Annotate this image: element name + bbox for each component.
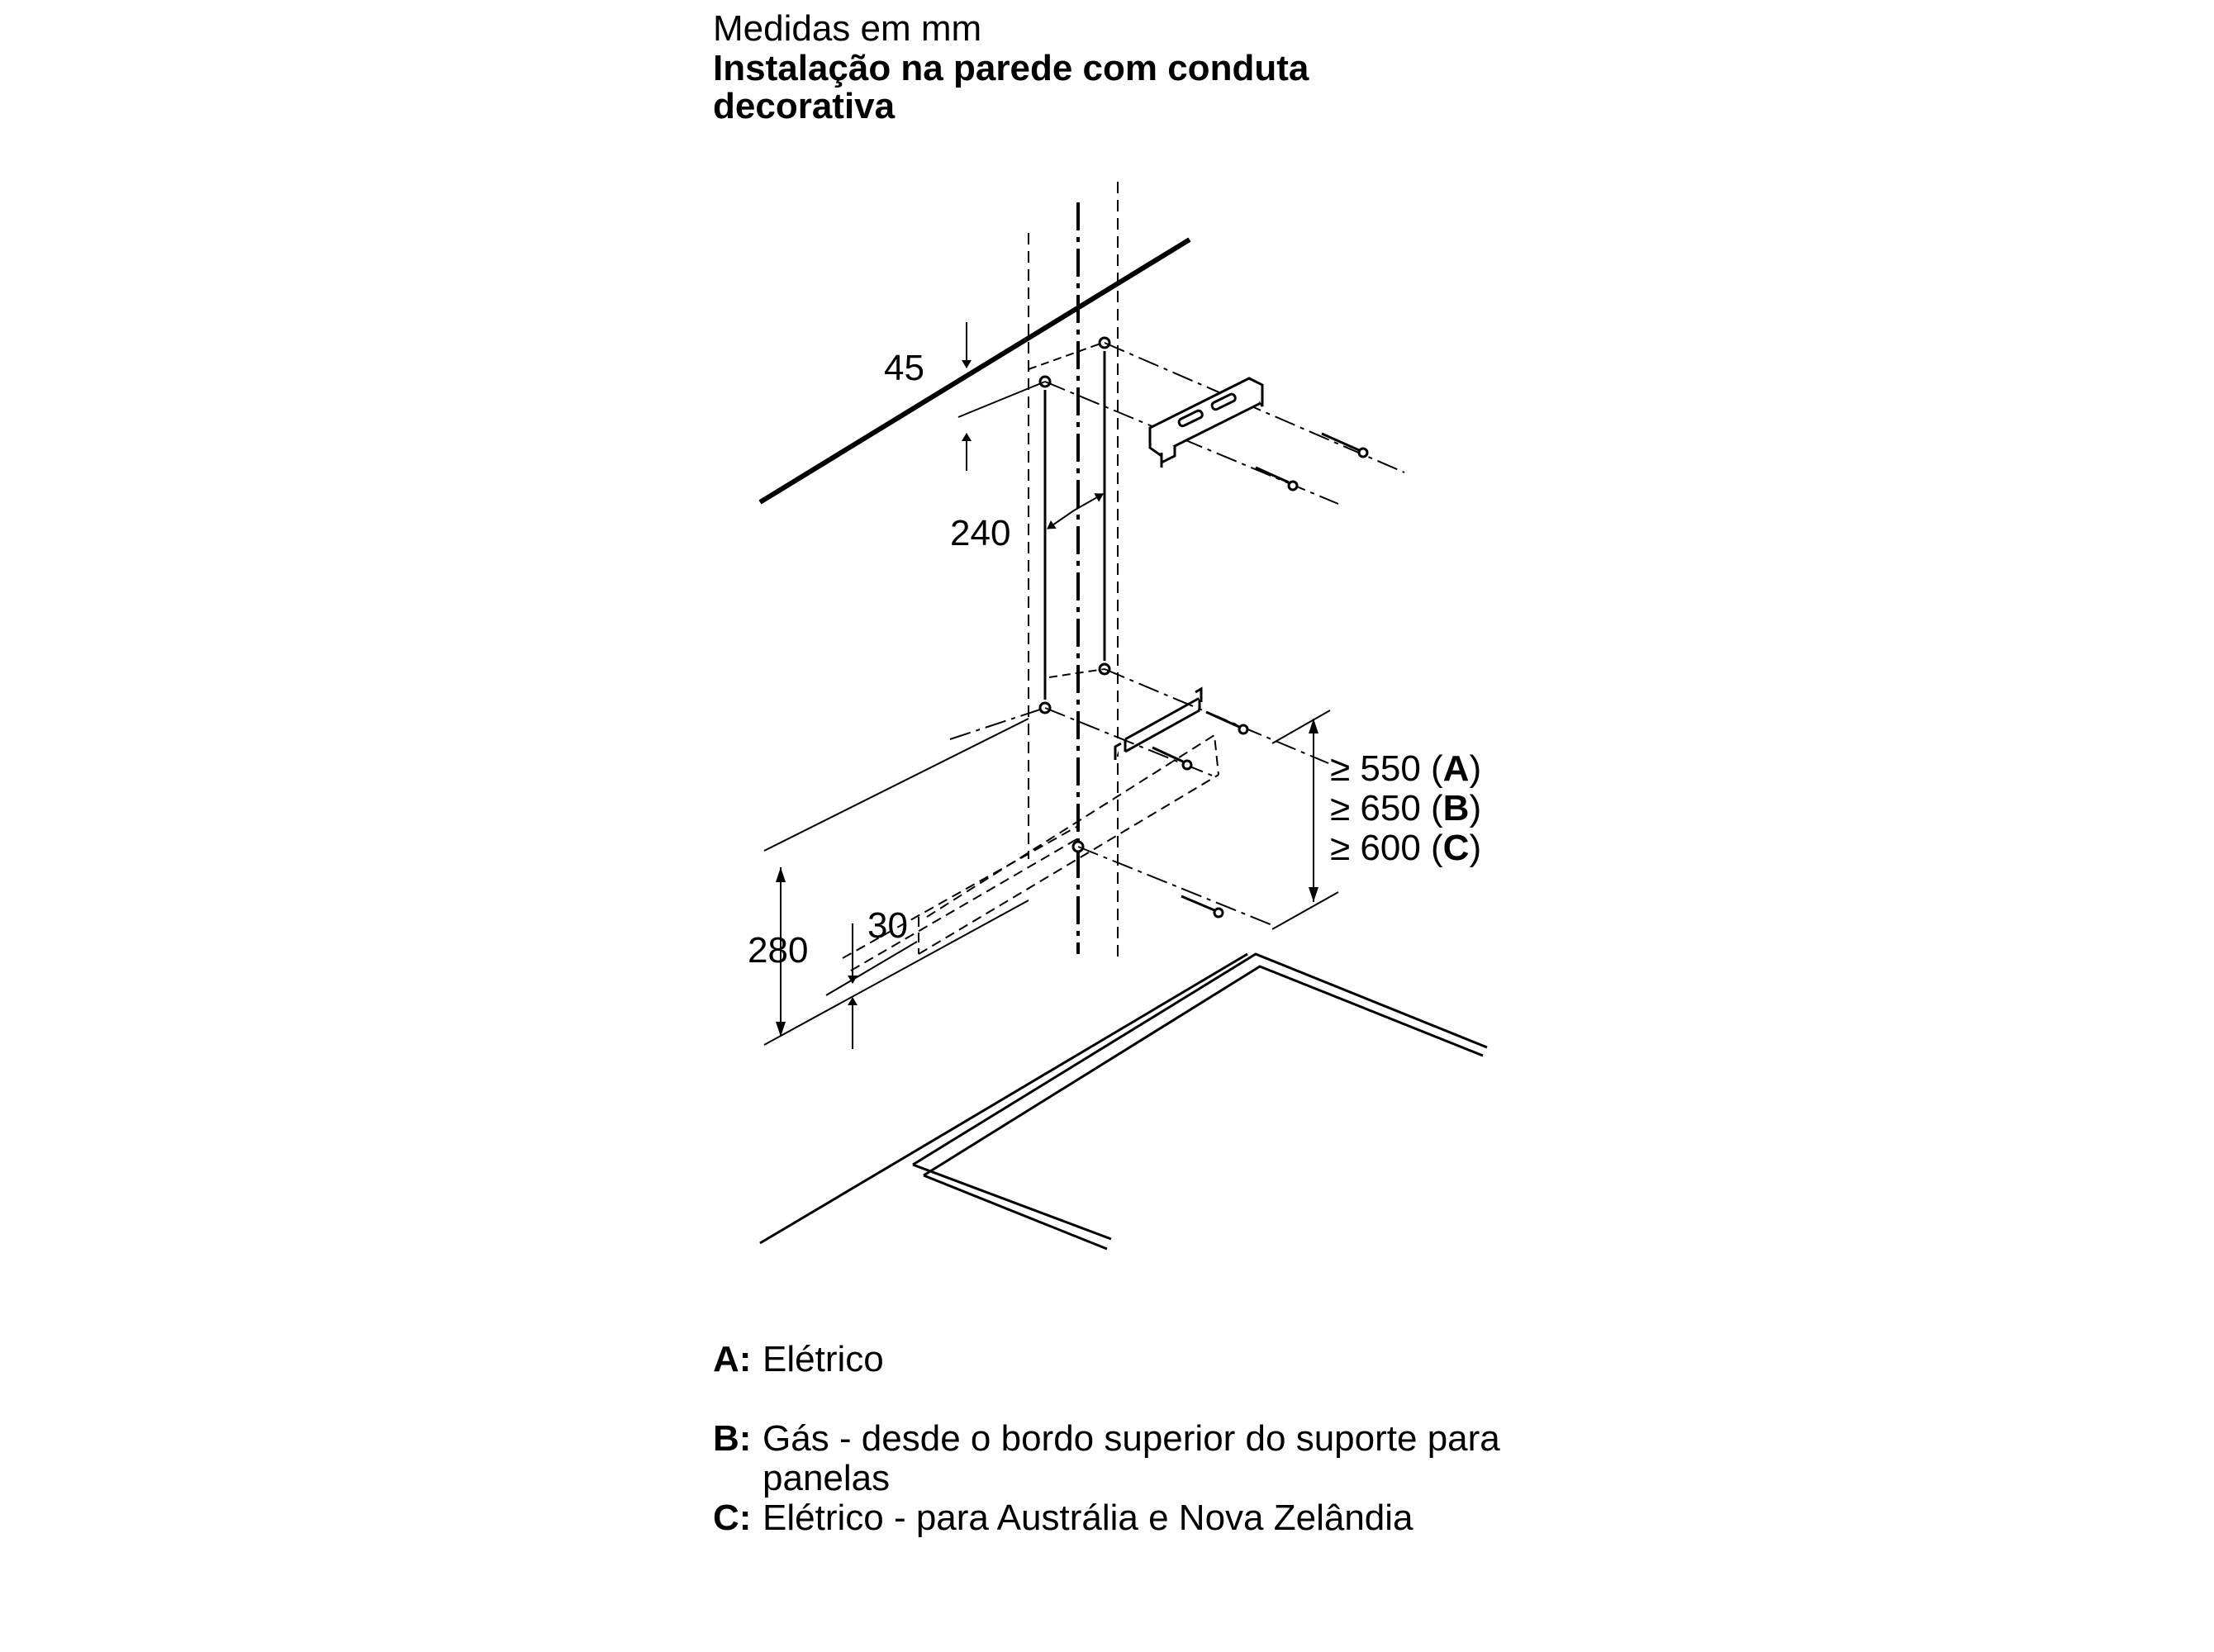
screw xyxy=(1152,712,1247,917)
legend-key: B: xyxy=(713,1418,752,1459)
legend-key: A: xyxy=(713,1339,752,1379)
top-mounting-bracket xyxy=(1150,378,1262,468)
ceiling-line xyxy=(760,240,1190,502)
req-c-label: ≥ 600 (C) xyxy=(1330,828,1482,868)
legend-text: Elétrico xyxy=(763,1339,884,1379)
req-b-label: ≥ 650 (B) xyxy=(1330,788,1482,828)
dim-240-arrow-left xyxy=(1048,510,1074,529)
dim-280-label: 280 xyxy=(748,930,809,971)
dim-240-label: 240 xyxy=(950,513,1011,553)
hood-top-edge-line xyxy=(764,719,1029,851)
diagram-title-line-2: decorativa xyxy=(713,86,896,126)
screw xyxy=(1256,434,1367,490)
dim-280-arrow-top xyxy=(776,867,786,882)
diagram-title-line-1: Instalação na parede com conduta xyxy=(713,48,1309,88)
dim-30-label: 30 xyxy=(867,905,908,946)
units-note: Medidas em mm xyxy=(713,8,982,49)
worktop-edge-line xyxy=(1272,892,1338,929)
cooktop xyxy=(760,954,1487,1249)
projection-line xyxy=(1029,343,1103,369)
projection-line xyxy=(1078,847,1272,925)
legend-key: C: xyxy=(713,1498,752,1538)
legend-text: Elétrico - para Austrália e Nova Zelândia xyxy=(763,1498,1413,1538)
legend-text: Gás - desde o bordo superior do suporte para panelas xyxy=(763,1418,1500,1498)
hood-top-edge-line-right xyxy=(1272,710,1330,743)
dim-min-arrow-bottom xyxy=(1309,887,1318,902)
projection-line xyxy=(958,382,1045,417)
upper-drill-holes xyxy=(1040,338,1109,852)
dim-45-label: 45 xyxy=(884,348,924,388)
req-a-label: ≥ 550 (A) xyxy=(1330,748,1482,789)
